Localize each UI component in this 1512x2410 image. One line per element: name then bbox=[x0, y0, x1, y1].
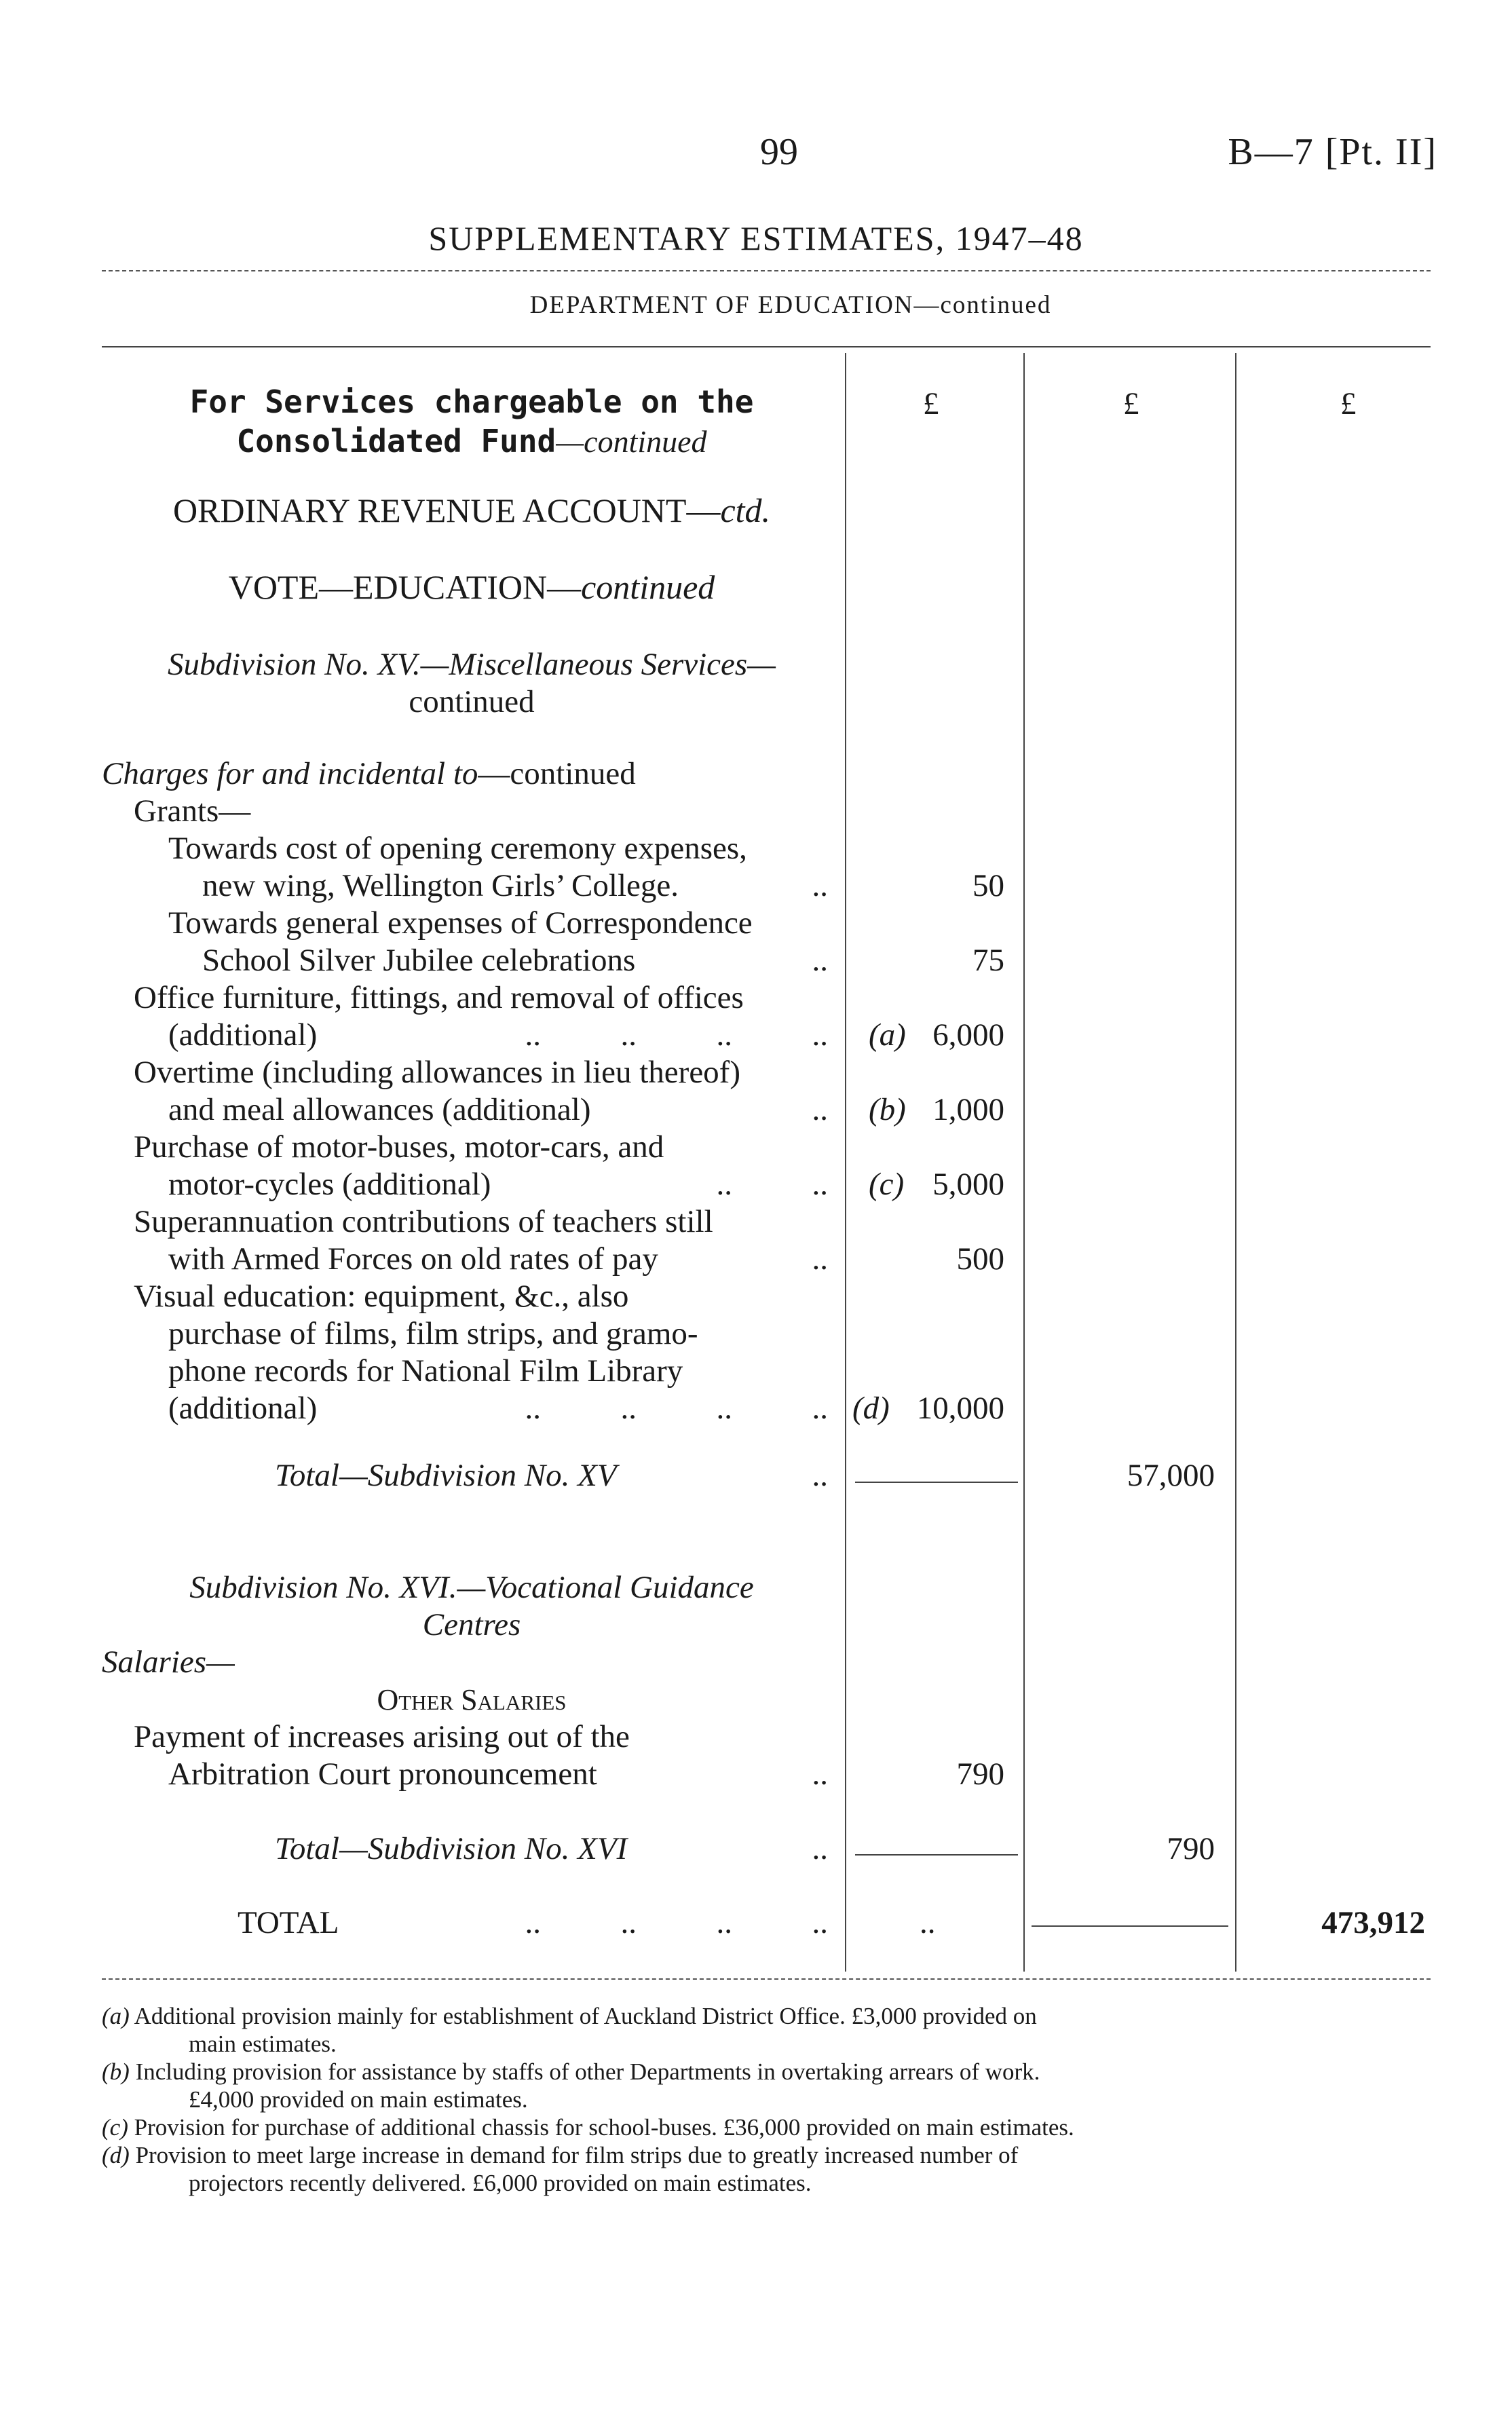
total-xv-label: Total—Subdivision No. XV bbox=[275, 1458, 617, 1493]
item-3-line1: Overtime (including allowances in lieu thereof) bbox=[134, 1055, 740, 1090]
charges-intro-label: Charges for and incidental to bbox=[102, 756, 478, 791]
services-heading-line1: For Services chargeable on the bbox=[189, 383, 754, 420]
total-xvi-label: Total—Subdivision No. XVI bbox=[275, 1831, 628, 1866]
grants-label: Grants— bbox=[134, 793, 251, 829]
vote-main: VOTE—EDUCATION— bbox=[228, 568, 582, 606]
item-1-amount: 75 bbox=[972, 943, 1004, 978]
total-xv-amount: 57,000 bbox=[1127, 1458, 1215, 1493]
xvi-item-text: Arbitration Court pronouncement bbox=[168, 1756, 597, 1792]
total-xvi-rule bbox=[855, 1854, 1018, 1856]
grand-total-dots: .. .. .. .. bbox=[525, 1905, 828, 1940]
subdivision-xvi-line1: Subdivision No. XVI.—Vocational Guidance bbox=[189, 1570, 754, 1605]
item-5-text: with Armed Forces on old rates of pay bbox=[168, 1241, 658, 1277]
footnote-b-line1: Including provision for assistance by staffs of other Departments in overtaking arrears of work. bbox=[135, 2058, 1040, 2085]
item-3-line2 bbox=[168, 1091, 828, 1129]
item-6-amount: 10,000 bbox=[916, 1391, 1004, 1426]
title-rule bbox=[102, 270, 1431, 271]
services-heading bbox=[102, 382, 842, 462]
total-xv-dots: .. bbox=[812, 1458, 828, 1493]
subdivision-xvi-line2: Centres bbox=[422, 1607, 521, 1642]
charges-intro bbox=[102, 755, 636, 793]
subdivision-xv-title: Subdivision No. XV.—Miscellaneous Services— bbox=[168, 647, 776, 682]
item-0-text: new wing, Wellington Girls’ College. bbox=[202, 868, 679, 903]
item-2-text: (additional) bbox=[168, 1017, 318, 1053]
vote-continued: continued bbox=[581, 568, 715, 606]
item-3-text: and meal allowances (additional) bbox=[168, 1092, 591, 1127]
vote-heading bbox=[102, 569, 842, 606]
other-salaries-label: Other Salaries bbox=[377, 1683, 567, 1716]
account-ctd: ctd. bbox=[720, 491, 771, 529]
account-main: ORDINARY REVENUE ACCOUNT— bbox=[172, 491, 721, 529]
item-2-line1: Office furniture, fittings, and removal of offices bbox=[134, 980, 744, 1015]
item-0-amount: 50 bbox=[972, 868, 1004, 903]
total-xvi-dots: .. bbox=[812, 1831, 828, 1866]
footnote-a bbox=[102, 2002, 1439, 2058]
footnote-c-mark: (c) bbox=[102, 2114, 128, 2141]
footnote-a-mark: (a) bbox=[102, 2003, 130, 2029]
item-4-note-mark: (c) bbox=[869, 1167, 905, 1202]
item-6-line3: phone records for National Film Library bbox=[168, 1353, 683, 1389]
subdivision-xvi-heading bbox=[102, 1569, 842, 1644]
item-5-amount: 500 bbox=[956, 1241, 1004, 1277]
subdivision-xv-continued: continued bbox=[409, 684, 535, 719]
xvi-item-amount: 790 bbox=[956, 1756, 1004, 1792]
item-6-dots: .. .. .. .. bbox=[525, 1391, 828, 1426]
item-3-dots: .. bbox=[812, 1092, 828, 1127]
col1-currency: £ bbox=[923, 386, 939, 421]
item-6-line2: purchase of films, film strips, and gramo- bbox=[168, 1316, 698, 1351]
item-0-line2 bbox=[202, 867, 828, 905]
page-number: 99 bbox=[760, 131, 798, 173]
footnote-c-line1: Provision for purchase of additional chassis for school-buses. £36,000 provided on main estimates. bbox=[134, 2114, 1074, 2141]
item-2-note-mark: (a) bbox=[869, 1017, 906, 1053]
table-bottom-rule bbox=[102, 1978, 1431, 1980]
total-xv-row bbox=[275, 1457, 828, 1494]
xvi-item-dots: .. bbox=[812, 1756, 828, 1792]
item-1-line1: Towards general expenses of Correspondence bbox=[168, 905, 753, 941]
item-0-dots: .. bbox=[812, 868, 828, 903]
item-3-note-mark: (b) bbox=[869, 1092, 906, 1127]
footnotes bbox=[102, 2002, 1439, 2197]
item-6-note-mark: (d) bbox=[852, 1391, 890, 1426]
column-rule-1 bbox=[845, 353, 846, 1972]
footnote-d-line2: projectors recently delivered. £6,000 provided on main estimates. bbox=[189, 2170, 812, 2196]
footnote-d-mark: (d) bbox=[102, 2142, 130, 2168]
account-heading bbox=[102, 492, 842, 529]
col2-currency: £ bbox=[1123, 386, 1139, 421]
grand-total-label: TOTAL bbox=[238, 1905, 339, 1940]
grand-total-col1-dots: .. bbox=[920, 1905, 936, 1940]
xvi-item-line2 bbox=[168, 1756, 828, 1793]
col3-currency: £ bbox=[1340, 386, 1357, 421]
grand-total-row bbox=[238, 1904, 828, 1942]
grand-total-rule bbox=[1032, 1925, 1228, 1927]
item-5-dots: .. bbox=[812, 1241, 828, 1277]
table-top-rule bbox=[102, 346, 1431, 347]
consolidated-fund-label: Consolidated Fund bbox=[236, 423, 556, 459]
total-xvi-amount: 790 bbox=[1167, 1831, 1215, 1866]
department-heading: DEPARTMENT OF EDUCATION—continued bbox=[529, 291, 1052, 319]
item-1-text: School Silver Jubilee celebrations bbox=[202, 943, 636, 978]
footnote-a-line1: Additional provision mainly for establishment of Auckland District Office. £3,000 provided on bbox=[134, 2003, 1037, 2029]
item-2-line2 bbox=[168, 1017, 828, 1054]
item-6-line1: Visual education: equipment, &c., also bbox=[134, 1279, 629, 1314]
column-rule-2 bbox=[1023, 353, 1025, 1972]
xvi-item-line1: Payment of increases arising out of the bbox=[134, 1719, 630, 1754]
continued-label: —continued bbox=[556, 424, 707, 459]
item-2-amount: 6,000 bbox=[932, 1017, 1004, 1053]
subdivision-xv-heading bbox=[102, 646, 842, 721]
item-4-amount: 5,000 bbox=[932, 1167, 1004, 1202]
item-0-line1: Towards cost of opening ceremony expenses, bbox=[168, 831, 747, 866]
footnote-b-line2: £4,000 provided on main estimates. bbox=[189, 2086, 528, 2113]
footnote-c bbox=[102, 2113, 1439, 2141]
item-4-dots: .. .. bbox=[716, 1167, 828, 1202]
item-1-dots: .. bbox=[812, 943, 828, 978]
column-rule-3 bbox=[1235, 353, 1236, 1972]
item-6-text: (additional) bbox=[168, 1391, 318, 1426]
item-6-line4 bbox=[168, 1390, 828, 1427]
grand-total-amount: 473,912 bbox=[1321, 1905, 1425, 1940]
item-3-amount: 1,000 bbox=[932, 1092, 1004, 1127]
total-xvi-row bbox=[275, 1830, 828, 1868]
charges-intro-continued: —continued bbox=[478, 756, 636, 791]
document-reference: B—7 [Pt. II] bbox=[1228, 131, 1437, 173]
item-2-dots: .. .. .. .. bbox=[525, 1017, 828, 1053]
item-4-text: motor-cycles (additional) bbox=[168, 1167, 491, 1202]
footnote-a-line2: main estimates. bbox=[189, 2031, 337, 2057]
salaries-label: Salaries— bbox=[102, 1644, 235, 1680]
item-4-line2 bbox=[168, 1166, 828, 1203]
item-5-line1: Superannuation contributions of teachers still bbox=[134, 1204, 713, 1239]
footnote-d-line1: Provision to meet large increase in demand for film strips due to greatly increased number of bbox=[135, 2142, 1019, 2168]
item-4-line1: Purchase of motor-buses, motor-cars, and bbox=[134, 1129, 664, 1165]
total-xv-rule bbox=[855, 1482, 1018, 1483]
footnote-d bbox=[102, 2141, 1439, 2197]
page-title: SUPPLEMENTARY ESTIMATES, 1947–48 bbox=[428, 219, 1084, 257]
item-1-line2 bbox=[202, 942, 828, 979]
services-heading-line2 bbox=[102, 421, 842, 462]
item-5-line2 bbox=[168, 1241, 828, 1278]
footnote-b bbox=[102, 2058, 1439, 2113]
footnote-b-mark: (b) bbox=[102, 2058, 130, 2085]
